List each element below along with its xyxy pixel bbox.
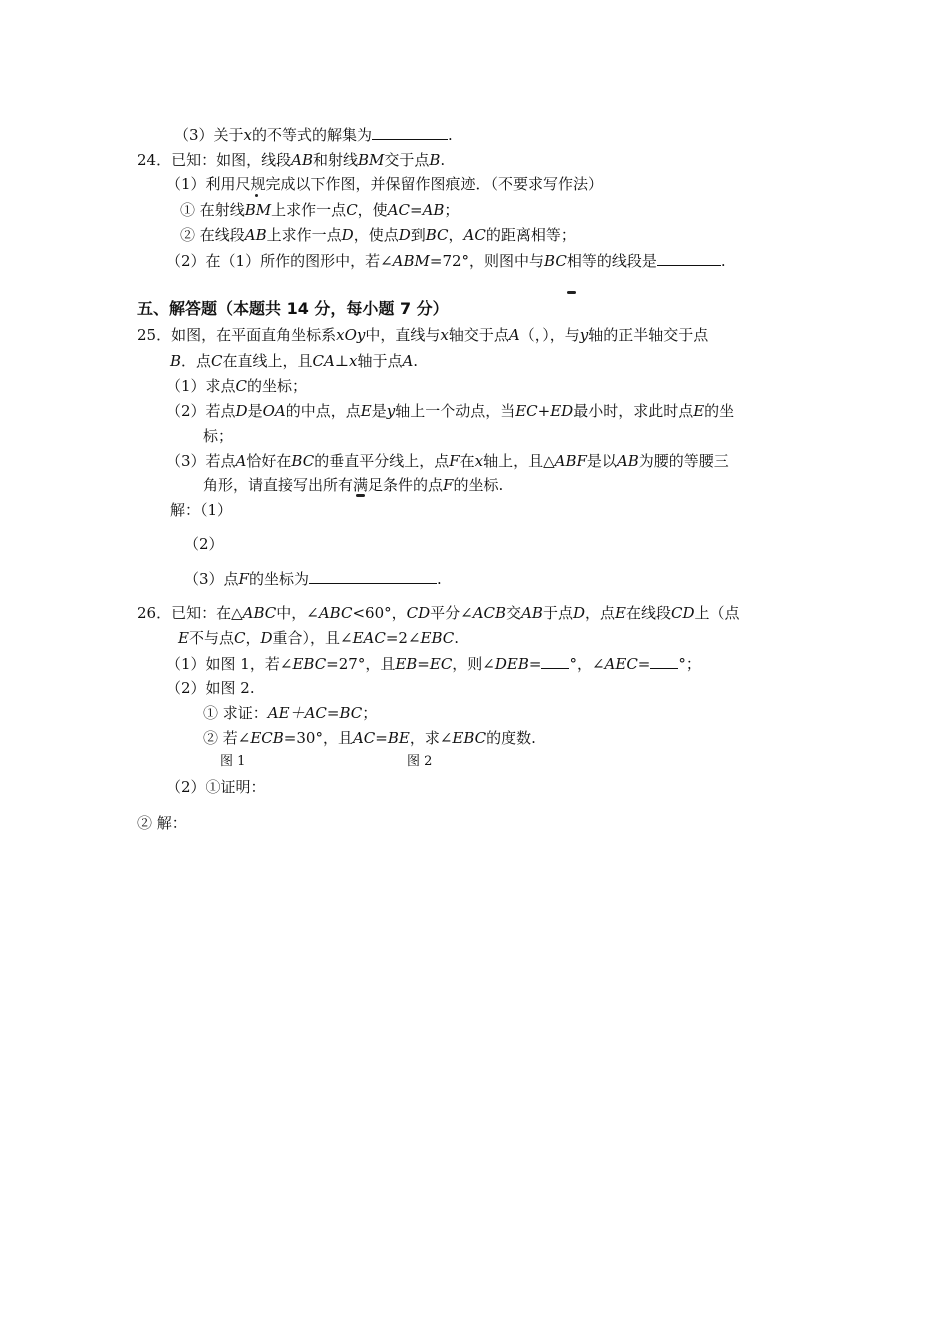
q25-stem-line2: B．点C在直线上，且CA⊥x轴于点A.: [170, 352, 419, 370]
answer-blank[interactable]: [372, 124, 448, 140]
q25-part3-cont: 角形，请直接写出所有满足条件的点F的坐标.: [203, 476, 504, 494]
q26-stem-line2: E不与点C，D重合），且∠EAC=2∠EBC.: [178, 629, 460, 647]
section-title: 五、解答题（本题共 14 分，每小题 7 分）: [137, 299, 449, 318]
figure-1-caption: 图 1: [220, 754, 246, 769]
q26-stem-line1: 26．已知：在△ABC中，∠ABC<60°，CD平分∠ACB交AB于点D，点E在线段CD上（点: [137, 604, 740, 622]
q26-sub1: ① 求证：AE＋AC=BC；: [203, 704, 378, 722]
figure-2-caption: 图 2: [407, 754, 433, 769]
q23-part3: （3）关于x的不等式的解集为 .: [174, 126, 453, 144]
q26-part1: （1）如图 1，若∠EBC=27°，且EB=EC，则∠DEB= °，∠AEC= °；: [166, 655, 701, 673]
answer-blank[interactable]: [650, 653, 678, 669]
q24-construct-1: ① 在射线BM上求作一点C，使AC=AB；: [180, 201, 460, 219]
answer-blank[interactable]: [309, 568, 437, 584]
q24-part1: （1）利用尺规完成以下作图，并保留作图痕迹．（不要求写作法）: [166, 175, 604, 193]
q24-part2: （2）在（1）所作的图形中，若∠ABM=72°，则图中与BC相等的线段是 .: [166, 252, 726, 270]
q26-part2: （2）如图 2.: [166, 679, 255, 697]
q25-solution-1: 解：（1）: [170, 501, 233, 519]
q25-solution-2: （2）: [184, 535, 224, 553]
q25-part3: （3）若点A恰好在BC的垂直平分线上，点F在x轴上，且△ABF是以AB为腰的等腰三: [166, 452, 729, 470]
q25-solution-3: （3）点F的坐标为 .: [184, 570, 442, 588]
q25-part2: （2）若点D是OA的中点，点E是y轴上一个动点，当EC+ED最小时，求此时点E的坐: [166, 402, 735, 420]
q26-solution-2: ② 解：: [137, 814, 187, 832]
compass-mark: [255, 194, 258, 197]
scan-mark: [356, 494, 365, 497]
q26-sub2: ② 若∠ECB=30°，且AC=BE，求∠EBC的度数.: [203, 729, 536, 747]
q26-solution-1: （2）①证明：: [166, 778, 266, 796]
q25-stem-line1: 25．如图，在平面直角坐标系xOy中，直线与x轴交于点A（，），与y轴的正半轴交于点: [137, 326, 709, 344]
answer-blank[interactable]: [541, 653, 569, 669]
q25-part1: （1）求点C的坐标；: [166, 377, 308, 395]
q25-part2-cont: 标；: [203, 427, 234, 445]
scan-mark: [567, 291, 576, 294]
answer-blank[interactable]: [657, 250, 721, 266]
q24-construct-2: ② 在线段AB上求作一点D，使点D到BC，AC的距离相等；: [180, 226, 576, 244]
q24-stem: 24．已知：如图，线段AB和射线BM交于点B.: [137, 151, 446, 169]
